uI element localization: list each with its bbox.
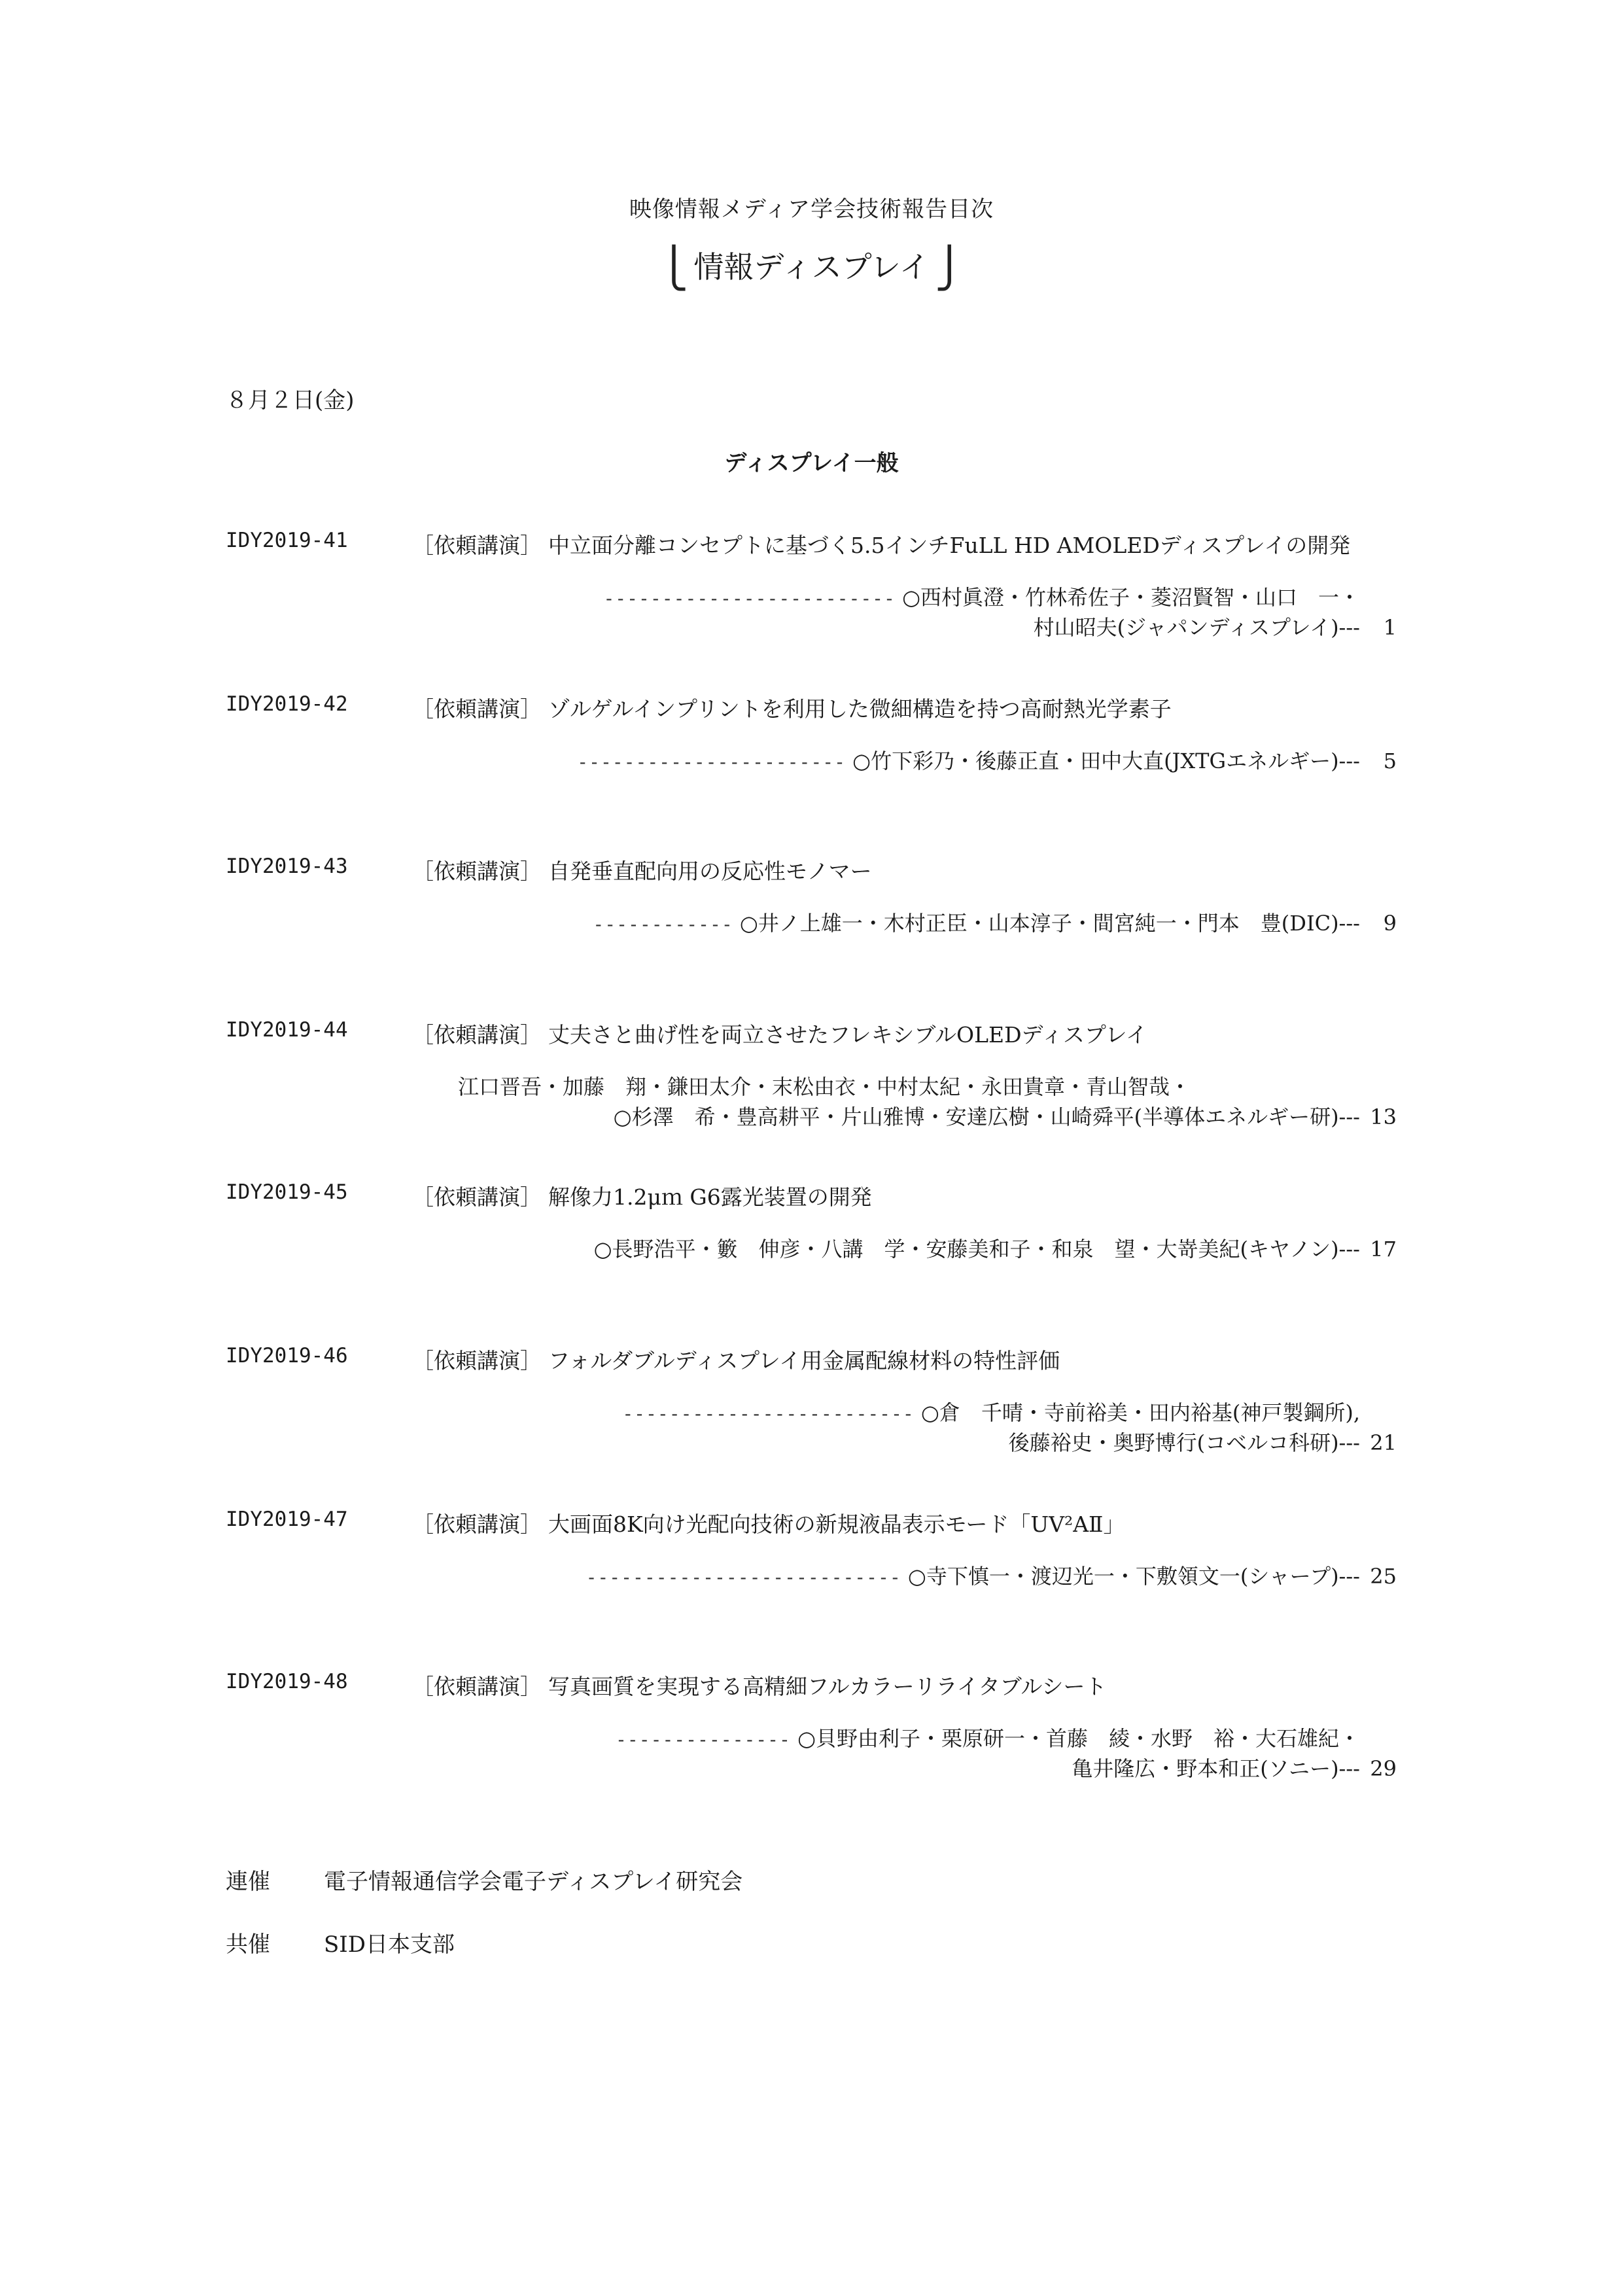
talk-type: ［依頼講演］ [412, 1184, 542, 1210]
paper-code: IDY2019-44 [226, 1018, 348, 1042]
paper-code: IDY2019-42 [226, 692, 348, 716]
sponsor-row [226, 1926, 455, 1958]
paper-title: ［依頼講演］ 解像力1.2μｍ G6露光装置の開発 [412, 1184, 872, 1210]
co-organizer-label: 連催 [226, 1869, 270, 1895]
right-bracket-glyph: ⎭ [934, 245, 964, 291]
co-organizer-row [226, 1863, 742, 1896]
paper-code: IDY2019-43 [226, 855, 348, 878]
author-line: ○長野浩平・籔 伸彦・八講 学・安藤美和子・和泉 望・大嵜美紀(キヤノン)--- 17 [593, 1237, 1397, 1262]
talk-type: ［依頼講演］ [412, 858, 542, 884]
talk-type: ［依頼講演］ [412, 1022, 542, 1048]
author-line: ------------------------- ○倉 千晴・寺前裕美・田内裕基(神戸製鋼所), [622, 1400, 1360, 1425]
paper-code: IDY2019-46 [226, 1344, 348, 1368]
report-subtitle [0, 243, 1623, 291]
author-line: ------------ ○井ノ上雄一・木村正臣・山本淳子・間宮純一・門本 豊(DIC)--- 9 [593, 911, 1397, 936]
page-number: 1 [1383, 615, 1397, 640]
page-number: 29 [1370, 1756, 1397, 1781]
paper-title: ［依頼講演］ 写真画質を実現する高精細フルカラーリライタブルシート [412, 1674, 1107, 1699]
page-number: 25 [1370, 1564, 1397, 1589]
report-title: 映像情報メディア学会技術報告目次 [629, 196, 994, 222]
author-line: 後藤裕史・奥野博行(コベルコ科研)--- 21 [1008, 1430, 1397, 1455]
author-line: 江口晋吾・加藤 翔・鎌田太介・末松由衣・中村太紀・永田貴章・青山智哉・ [458, 1074, 1191, 1099]
paper-title: ［依頼講演］ 大画面8K向け光配向技術の新規液晶表示モード「UV²AⅡ」 [412, 1511, 1125, 1537]
author-line: --------------------------- ○寺下慎一・渡辺光一・下敷領文一(シャープ)--- 25 [585, 1564, 1397, 1589]
dash-leader: --------------------------- [585, 1566, 901, 1588]
dash-leader: ------------------------- [603, 588, 896, 609]
talk-type: ［依頼講演］ [412, 533, 542, 558]
talk-type: ［依頼講演］ [412, 696, 542, 722]
paper-code: IDY2019-41 [226, 529, 348, 552]
dash-leader: --------------- [616, 1729, 791, 1750]
paper-title: ［依頼講演］ 丈夫さと曲げ性を両立させたフレキシブルOLEDディスプレイ [412, 1022, 1147, 1048]
author-line: ------------------------- ○西村眞澄・竹林希佐子・菱沼賢智・山口 一・ [603, 585, 1360, 610]
sponsor-label: 共催 [226, 1932, 270, 1958]
section-heading: ディスプレイ一般 [724, 450, 899, 476]
paper-title: ［依頼講演］ 中立面分離コンセプトに基づく5.5インチFuLL HD AMOLEDディスプレイの開発 [412, 533, 1351, 558]
paper-title: ［依頼講演］ フォルダブルディスプレイ用金属配線材料の特性評価 [412, 1348, 1060, 1373]
page-number: 13 [1370, 1104, 1397, 1129]
author-line: 村山昭夫(ジャパンディスプレイ)--- 1 [1033, 615, 1397, 640]
author-line: 亀井隆広・野本和正(ソニー)--- 29 [1072, 1756, 1397, 1781]
talk-type: ［依頼講演］ [412, 1674, 542, 1699]
dash-leader: ------------------------- [622, 1403, 915, 1424]
paper-title: ［依頼講演］ 自発垂直配向用の反応性モノマー [412, 858, 872, 884]
page-number: 5 [1383, 749, 1397, 773]
page-number: 21 [1370, 1430, 1397, 1455]
paper-code: IDY2019-45 [226, 1180, 348, 1204]
paper-title: ［依頼講演］ ゾルゲルインプリントを利用した微細構造を持つ高耐熱光学素子 [412, 696, 1172, 722]
talk-type: ［依頼講演］ [412, 1511, 542, 1537]
sponsor-text: SID日本支部 [324, 1932, 455, 1958]
paper-code: IDY2019-47 [226, 1508, 348, 1531]
author-line: --------------- ○貝野由利子・栗原研一・首藤 綾・水野 裕・大石雄紀・ [616, 1726, 1360, 1751]
co-organizer-text: 電子情報通信学会電子ディスプレイ研究会 [324, 1869, 743, 1895]
author-line: ----------------------- ○竹下彩乃・後藤正直・田中大直(JXTGエネルギー)--- 5 [577, 749, 1397, 773]
paper-code: IDY2019-48 [226, 1670, 348, 1693]
author-line: ○杉澤 希・豊高耕平・片山雅博・安達広樹・山崎舜平(半導体エネルギー研)--- 13 [613, 1104, 1397, 1129]
page-number: 9 [1383, 911, 1397, 936]
talk-type: ［依頼講演］ [412, 1348, 542, 1373]
left-bracket-glyph: ⎩ [659, 245, 689, 291]
dash-leader: ----------------------- [577, 751, 846, 773]
session-date: ８月２日(金) [226, 387, 355, 414]
page-number: 17 [1370, 1237, 1397, 1262]
dash-leader: ------------ [593, 913, 733, 935]
subtitle-text: 情報ディスプレイ [693, 249, 930, 285]
